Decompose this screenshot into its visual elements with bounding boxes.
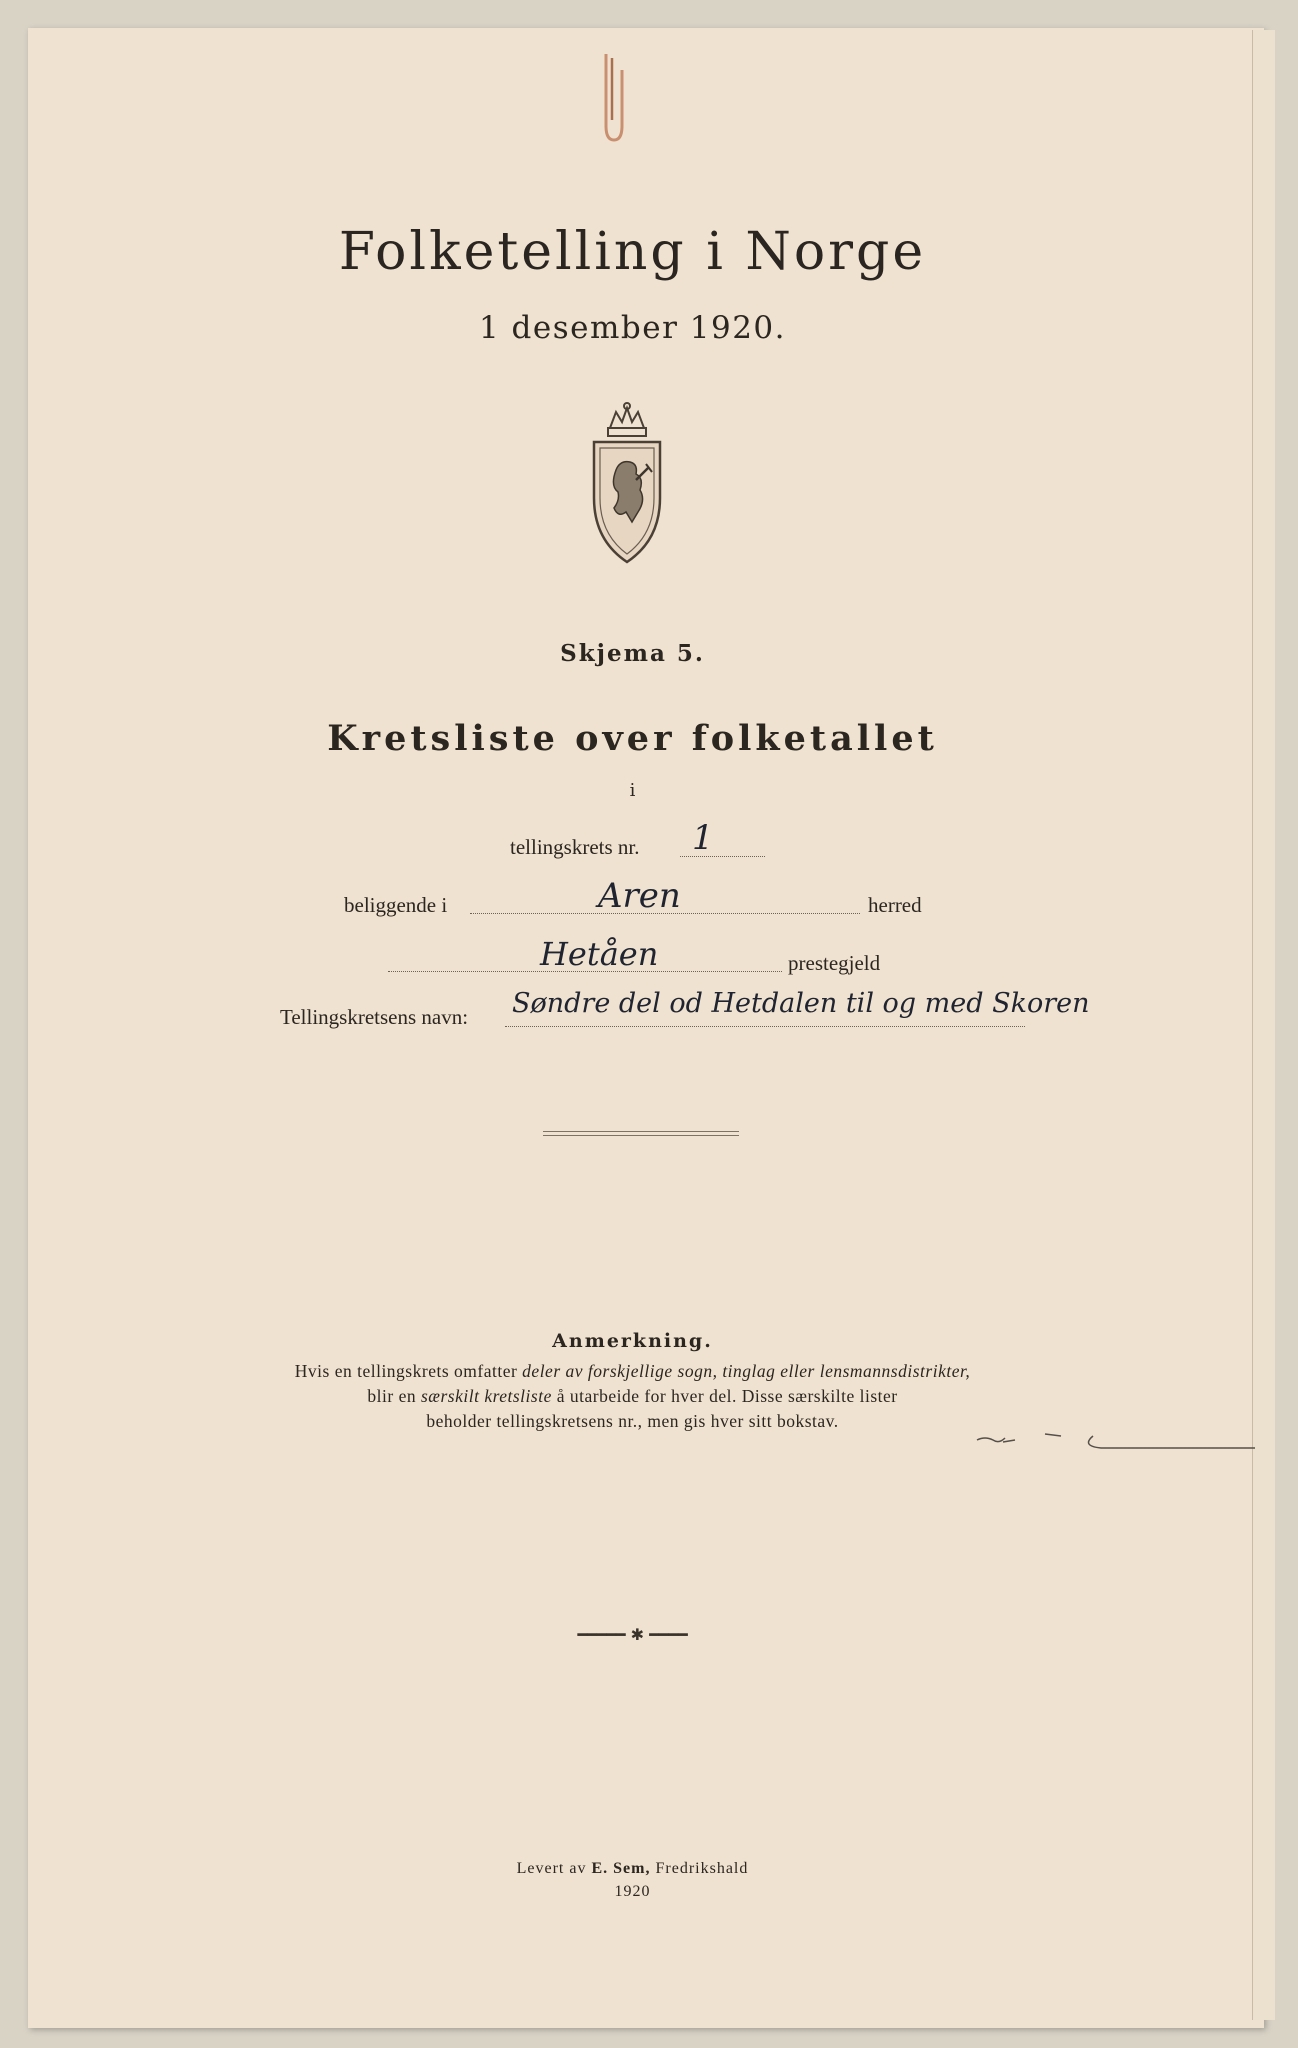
ornament-divider: ━━━━━ ✱ ━━━━ — [577, 1625, 688, 1644]
note-text: blir en — [367, 1386, 421, 1406]
footer-printer: E. Sem, — [591, 1860, 651, 1877]
form-number: Skjema 5. — [560, 640, 705, 667]
tellingskrets-value: 1 — [692, 818, 714, 858]
printer-credit — [0, 1860, 1265, 1878]
note-line-2 — [0, 1386, 1265, 1407]
beliggende-label: beliggende i — [344, 893, 448, 917]
note-heading: Anmerkning. — [552, 1330, 713, 1352]
footer-place: Fredrikshald — [650, 1860, 749, 1877]
page-title: Folketelling i Norge — [338, 222, 927, 282]
paper-clip-icon — [600, 50, 624, 144]
note-line-3: beholder tellingskretsens nr., men gis hver sitt bokstav. — [426, 1411, 839, 1431]
prestegjeld-value: Hetåen — [540, 935, 659, 973]
connector-word: i — [629, 780, 636, 801]
herred-value: Aren — [598, 876, 681, 916]
kretsnavn-line — [505, 1026, 1025, 1027]
pencil-scribble — [975, 1428, 1265, 1458]
note-line-1 — [0, 1361, 1265, 1382]
note-emphasis: særskilt kretsliste — [420, 1386, 552, 1406]
tellingskrets-label: tellingskrets nr. — [510, 835, 640, 859]
note-text: Hvis en tellingskrets omfatter — [294, 1361, 523, 1381]
footer-prefix: Levert av — [516, 1860, 592, 1877]
section-divider — [543, 1131, 739, 1136]
prestegjeld-label: prestegjeld — [788, 951, 881, 975]
herred-label: herred — [868, 893, 922, 917]
printer-year: 1920 — [614, 1883, 651, 1900]
note-emphasis: deler av forskjellige sogn, tinglag eller lensmannsdistrikter, — [522, 1361, 971, 1381]
kretsnavn-value: Søndre del od Hetdalen til og med Skoren — [512, 988, 1090, 1019]
census-date: 1 desember 1920. — [478, 310, 787, 346]
kretsnavn-label: Tellingskretsens navn: — [280, 1005, 469, 1029]
note-text: å utarbeide for hver del. Disse særskilte lister — [551, 1386, 898, 1406]
document-heading: Kretsliste over folketallet — [327, 718, 938, 759]
norwegian-coat-of-arms-icon — [580, 400, 674, 570]
